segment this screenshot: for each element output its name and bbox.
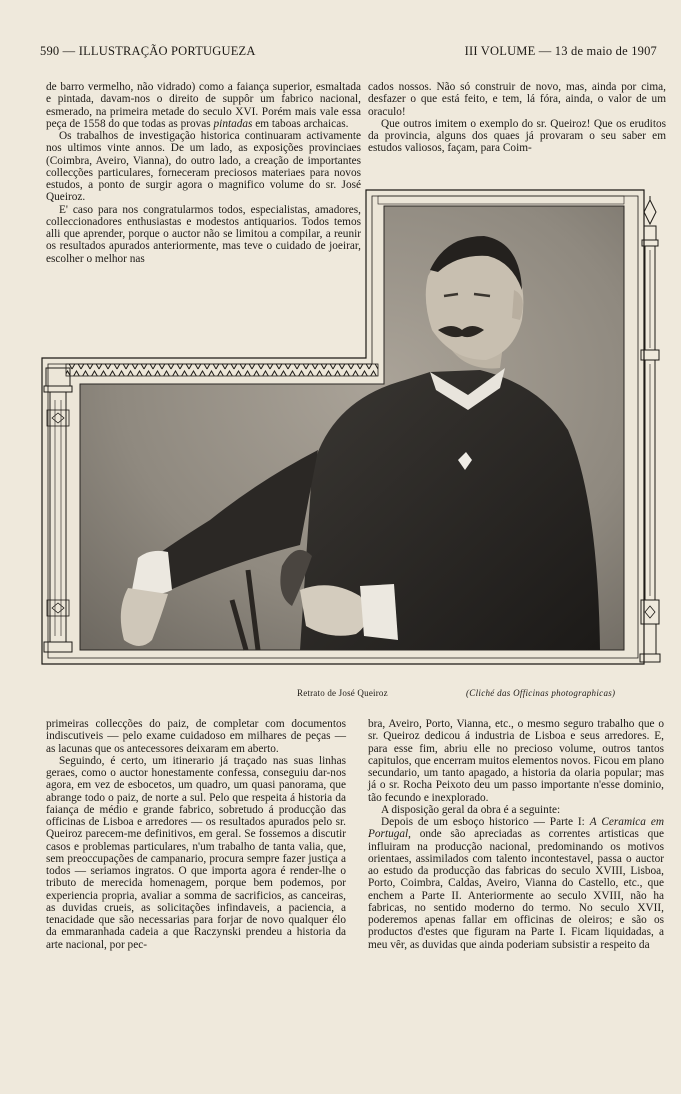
paragraph: Os trabalhos de investigação historica continuaram activamente nos ultimos vinte annos. De um lado, as exposições provinciaes (Coimbra, Aveiro, Vianna), do outro lado, a creação de importantes collecções particulares, forneceram preciosos materiaes para novos estudos, a ponto de surgir agora o magnifico volume do sr. José Queiroz. — [46, 130, 361, 204]
paragraph: Seguindo, é certo, um itinerario já traçado nas suas linhas geraes, como o auctor honestamente confessa, conseguiu dar-nos agora, em vez de esbocetos, um quadro, um quasi panorama, que abrange todo o paiz, de norte a sul. Pelo que respeita á historia da faiança de médio e grande fabrico, sobretudo á producção das officinas de Lisboa e arredores — os resultados apurados pelo sr. Queiroz parecem-me definitivos, em geral. Se fossemos a discutir casos e problemas particulares, n'um trabalho de tanta valia, que, sem preoccupações de campanario, procura sempre fazer justiça a todos — seriamos ingratos. O que importa agora é render-lhe o tributo de merecida homenagem, porque bem podemos, por experiencia propria, avaliar a somma de sacrificios, as canceiras, as duvidas crueis, as solicitações infindaveis, a paciencia, a tenacidade que são necessarias para forjar de novo qualquer élo da emmaranhada cadeia a que Raczynski prendeu a historia da arte nacional, por pec- — [46, 754, 346, 951]
paragraph: Depois de um esboço historico — Parte I: A Ceramica em Portugal, onde são apreciadas as correntes artisticas que influiram na producção nacional, predominando os motivos orientaes, assimilados com talento incontestavel, passa o auctor ao estudo da producção das fabricas do seculo XVIII, Lisboa, Porto, Coimbra, Caldas, Aveiro, Vianna do Castello, etc., que enchem a Parte II. Anteriormente ao seculo XVIII, não ha fabricas, no sentido moderno do termo. No seculo XVII, poderemos apenas fallar em officinas de oleiros; e são os productos d'estes que figuram na Parte I. Ficam liquidadas, a meu vêr, as duvidas que ainda poderiam subsistir a respeito da — [368, 816, 664, 951]
paragraph: A disposição geral da obra é a seguinte: — [381, 803, 561, 816]
paragraph: de barro vermelho, não vidrado) como a faiança superior, esmaltada e pintada, davam-nos o direito de suppôr um fabrico nacional, esmerado, na primeira metade do seculo XVI. Porém mais vale essa peça de 1558 do que todas as provas pintadas em taboas archaicas. — [46, 81, 361, 130]
issue-date: III VOLUME — 13 de maio de 1907 — [464, 44, 657, 58]
paragraph: bra, Aveiro, Porto, Vianna, etc., o mesmo seguro trabalho que o sr. Queiroz dedicou á industria de Lisboa e seus arredores. E, para esse fim, abriu elle no precioso volume, outros tantos capitulos, que encerram muitos elementos novos. Ficou em plano secundario, um tanto apagado, a historia da olaria popular; mas já o sr. Rocha Peixoto deu um passo importante n'esse dominio, tão fecundo e inexplorado. — [368, 718, 664, 804]
portrait-photo — [80, 206, 624, 650]
photo-caption — [40, 688, 660, 700]
paragraph: E' caso para nos congratularmos todos, especialistas, amadores, colleccionadores enthusiastas e modestos antiquarios. Todos temos alli que aprender, porque o auctor não se limitou a compilar, a reunir os resultados apurados anteriormente, mas teve o cuidado de joeirar, escolher o melhor nas — [46, 203, 361, 265]
page-number-title: 590 — ILLUSTRAÇÃO PORTUGUEZA — [40, 44, 256, 58]
paragraph: cados nossos. Não só construir de novo, mas, ainda por cima, desfazer o que está feito, e tem, lá fóra, ainda, o valor de um oraculo! — [368, 81, 666, 118]
caption-title: Retrato de José Queiroz — [297, 688, 388, 698]
caption-credit: (Cliché das Officinas photographicas) — [466, 688, 616, 698]
paragraph: Que outros imitem o exemplo do sr. Queiroz! Que os eruditos da provincia, alguns dos quaes já provaram o seu saber em estudos valiosos, façam, para Coim- — [368, 117, 666, 155]
article-text-bottom-left — [46, 718, 346, 951]
article-text-bottom-right — [368, 718, 664, 951]
paragraph: primeiras collecções do paiz, de completar com documentos indiscutiveis — pelo exame cuidadoso em milhares de peças — as lacunas que os antecessores deixaram em aberto. — [46, 718, 346, 755]
